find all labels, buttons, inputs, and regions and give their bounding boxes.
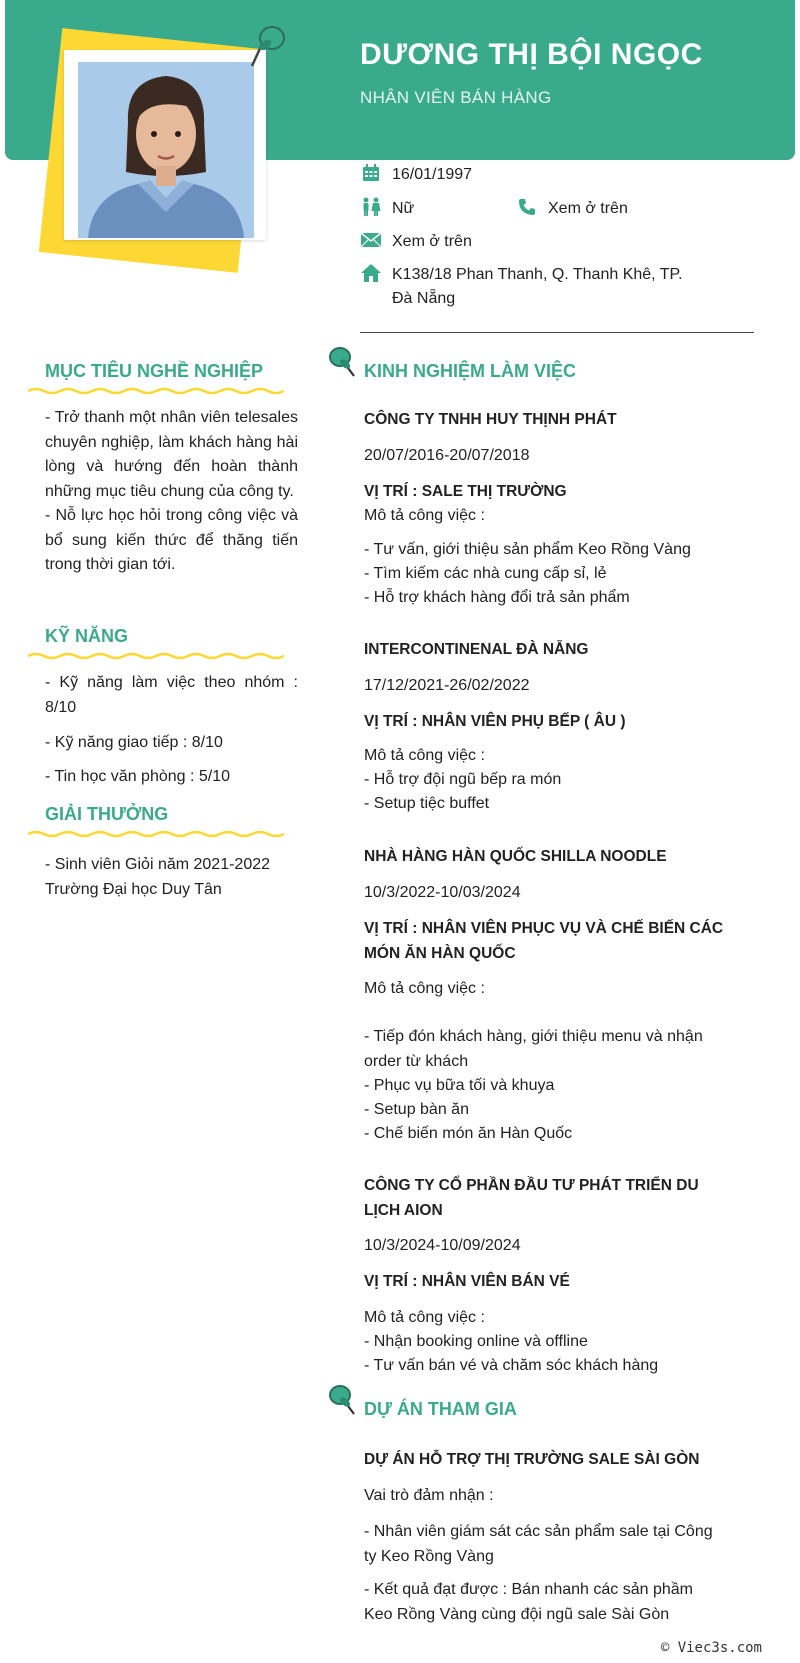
job-desc-label: Mô tả công việc : — [364, 980, 485, 997]
job-task: - Nhận booking online và offline — [364, 1333, 588, 1350]
phone-icon — [516, 197, 538, 217]
job-task: - Setup tiệc buffet — [364, 795, 490, 812]
pushpin-icon — [248, 22, 288, 70]
experience-heading: KINH NGHIỆM LÀM VIỆC — [364, 361, 577, 381]
job-position: VỊ TRÍ : NHÂN VIÊN PHỤC VỤ VÀ CHẾ BIẾN CÁC MÓN ĂN HÀN QUỐC — [364, 920, 724, 962]
home-icon — [360, 263, 382, 283]
job-period: 10/3/2022-10/03/2024 — [364, 884, 521, 901]
header-wave-decoration — [262, 142, 795, 162]
awards-heading: GIẢI THƯỞNG — [45, 804, 169, 824]
job-desc-label: Mô tả công việc : — [364, 507, 485, 524]
job-task: - Tư vấn bán vé và chăm sóc khách hàng — [364, 1357, 659, 1374]
candidate-name: DƯƠNG THỊ BỘI NGỌC — [360, 38, 703, 71]
pushpin-icon — [328, 346, 356, 378]
job-desc-label: Mô tả công việc : — [364, 1309, 485, 1326]
gender-icon — [360, 197, 382, 217]
contact-address: K138/18 Phan Thanh, Q. Thanh Khê, TP. Đà Nẵng — [360, 263, 683, 311]
heading-underline-squiggle — [28, 651, 284, 661]
job-position: VỊ TRÍ : NHÂN VIÊN BÁN VÉ — [364, 1273, 570, 1290]
project-role-label: Vai trò đảm nhận : — [364, 1487, 494, 1504]
job-task: - Tư vấn, giới thiệu sản phẩm Keo Rồng Vàng — [364, 541, 691, 558]
heading-underline-squiggle — [28, 829, 284, 839]
objective-text: - Trở thanh một nhân viên telesales chuyên nghiệp, làm khách hàng hài lòng và hướng đến hoàn thành những mục tiêu chung của công ty. - Nỗ lực học hỏi trong công việc và bổ sung kiến thức để thăng tiến trong thời gian tới. — [45, 409, 298, 573]
mail-icon — [360, 230, 382, 250]
job-task: - Hỗ trợ khách hàng đổi trả sản phẩm — [364, 589, 630, 606]
skill-item: - Kỹ năng làm việc theo nhóm : 8/10 — [45, 674, 298, 716]
job-task: - Tiếp đón khách hàng, giới thiệu menu và nhận order từ khách — [364, 1028, 703, 1070]
contact-gender: Nữ — [360, 197, 414, 221]
avatar-photo — [78, 62, 254, 238]
job-company: INTERCONTINENAL ĐÀ NẴNG — [364, 641, 589, 658]
contact-phone: Xem ở trên — [516, 197, 628, 221]
copyright-footer: © Viec3s.com — [660, 1640, 762, 1656]
job-task: - Chế biến món ăn Hàn Quốc — [364, 1125, 573, 1142]
objective-heading: MỤC TIÊU NGHỀ NGHIỆP — [45, 361, 264, 381]
job-period: 17/12/2021-26/02/2022 — [364, 677, 530, 694]
job-position: VỊ TRÍ : NHÂN VIÊN PHỤ BẾP ( ÂU ) — [364, 713, 626, 730]
job-company: NHÀ HÀNG HÀN QUỐC SHILLA NOODLE — [364, 848, 667, 865]
job-task: - Phục vụ bữa tối và khuya — [364, 1077, 555, 1094]
heading-underline-squiggle — [28, 386, 284, 396]
job-period: 10/3/2024-10/09/2024 — [364, 1237, 521, 1254]
award-item: - Sinh viên Giỏi năm 2021-2022 Trường Đại học Duy Tân — [45, 856, 271, 898]
contact-email: Xem ở trên — [360, 230, 472, 254]
project-name: DỰ ÁN HỖ TRỢ THỊ TRƯỜNG SALE SÀI GÒN — [364, 1451, 700, 1468]
job-company: CÔNG TY CỔ PHẦN ĐẦU TƯ PHÁT TRIỂN DU LỊCH AION — [364, 1177, 699, 1219]
skill-item: - Kỹ năng giao tiếp : 8/10 — [45, 734, 223, 751]
project-result: - Kết quả đạt được : Bán nhanh các sản phầm Keo Rồng Vàng cùng đội ngũ sale Sài Gòn — [364, 1581, 693, 1623]
job-desc-label: Mô tả công việc : — [364, 747, 485, 764]
job-position: VỊ TRÍ : SALE THỊ TRƯỜNG — [364, 483, 567, 500]
calendar-icon — [360, 163, 382, 183]
candidate-job-title: NHÂN VIÊN BÁN HÀNG — [360, 88, 552, 107]
projects-heading: DỰ ÁN THAM GIA — [364, 1399, 517, 1419]
job-period: 20/07/2016-20/07/2018 — [364, 447, 530, 464]
contact-divider — [360, 332, 754, 333]
contact-birthday: 16/01/1997 — [360, 163, 472, 187]
pushpin-icon — [328, 1384, 356, 1416]
job-task: - Tìm kiếm các nhà cung cấp sỉ, lẻ — [364, 565, 607, 582]
job-company: CÔNG TY TNHH HUY THỊNH PHÁT — [364, 411, 617, 428]
job-task: - Setup bàn ăn — [364, 1101, 469, 1118]
job-task: - Hỗ trợ đội ngũ bếp ra món — [364, 771, 562, 788]
skill-item: - Tin học văn phòng : 5/10 — [45, 768, 231, 785]
skills-heading: KỸ NĂNG — [45, 626, 129, 646]
project-role: - Nhân viên giám sát các sản phẩm sale tại Công ty Keo Rồng Vàng — [364, 1523, 713, 1565]
